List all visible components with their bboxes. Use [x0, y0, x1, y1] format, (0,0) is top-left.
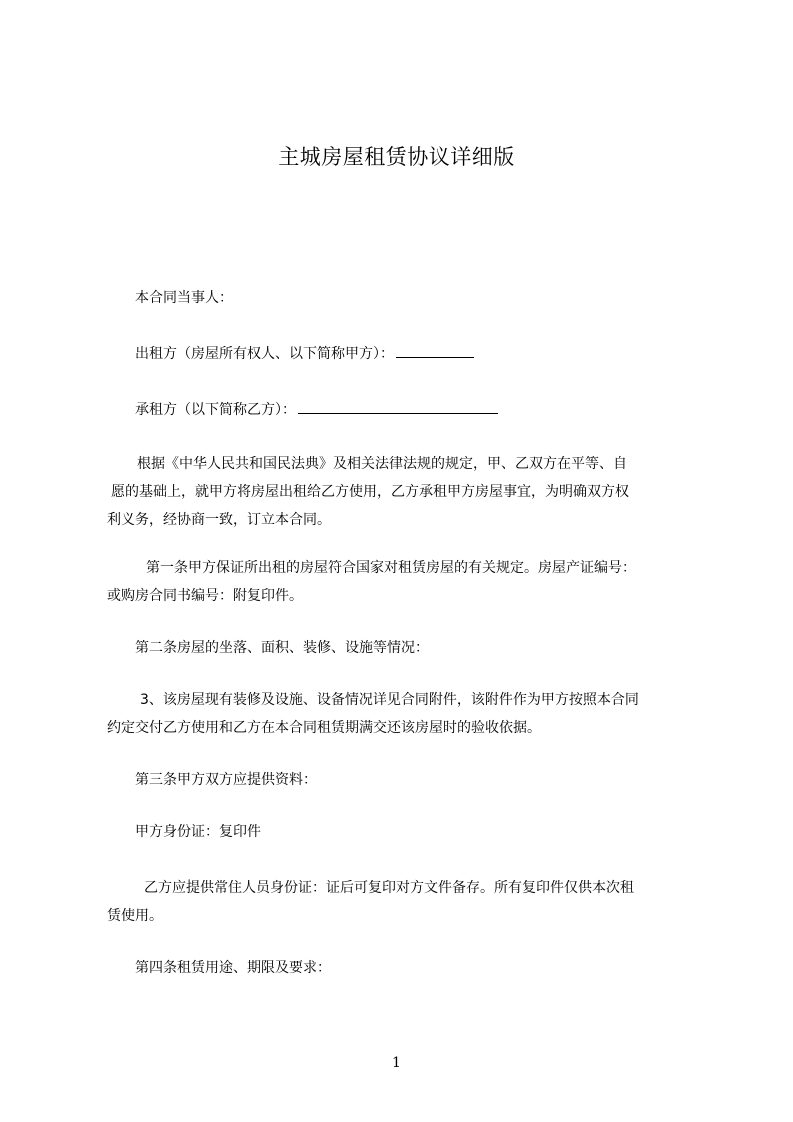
- text-line: 第一条甲方保证所出租的房屋符合国家对租赁房屋的有关规定。房屋产证编号：: [146, 560, 636, 576]
- lessor-blank: [396, 343, 474, 358]
- text-line: 根据《中华人民共和国民法典》及相关法律法规的规定，甲、乙双方在平等、自: [137, 456, 627, 472]
- page-number: 1: [392, 1055, 401, 1071]
- article-4-paragraph: [135, 954, 735, 982]
- text-line: 第三条甲方双方应提供资料：: [135, 772, 317, 788]
- text-line: 利义务，经协商一致，订立本合同。: [107, 512, 331, 528]
- article-1-paragraph: [107, 554, 707, 610]
- text-line: 本合同当事人：: [135, 290, 233, 306]
- text-line: 承租方（以下简称乙方）：: [135, 402, 296, 418]
- party-a-docs-paragraph: [135, 818, 735, 846]
- text-line: 第四条租赁用途、期限及要求：: [135, 960, 331, 976]
- preamble-paragraph: [107, 450, 707, 534]
- party-b-docs-paragraph: [107, 874, 707, 930]
- text-line: 出租方（房屋所有权人、以下简称甲方）：: [135, 346, 394, 362]
- article-3-paragraph: [135, 766, 735, 794]
- article-2-paragraph: [135, 634, 735, 662]
- text-line: 愿的基础上，就甲方将房屋出租给乙方使用，乙方承租甲方房屋事宜，为明确双方权: [111, 484, 629, 500]
- text-line: 约定交付乙方使用和乙方在本合同租赁期满交还该房屋时的验收依据。: [107, 720, 541, 736]
- text-line: 甲方身份证：复印件: [135, 824, 261, 840]
- clause-3-paragraph: [107, 686, 707, 742]
- parties-heading: [135, 284, 735, 312]
- text-line: 第二条房屋的坐落、面积、装修、设施等情况：: [135, 640, 429, 656]
- text-line: 乙方应提供常住人员身份证：证后可复印对方文件备存。所有复印件仅供本次租: [144, 880, 634, 896]
- text-line: 或购房合同书编号：附复印件。: [107, 588, 303, 604]
- text-line-wrap: [135, 340, 735, 368]
- lessor-line: [135, 340, 735, 368]
- text-line-wrap: [135, 396, 735, 424]
- document-title: 主城房屋租赁协议详细版: [278, 145, 515, 169]
- lessee-blank: [298, 399, 498, 414]
- text-line: 赁使用。: [107, 908, 163, 924]
- text-line: 3、该房屋现有装修及设施、设备情况详见合同附件，该附件作为甲方按照本合同: [140, 692, 639, 708]
- lessee-line: [135, 396, 735, 424]
